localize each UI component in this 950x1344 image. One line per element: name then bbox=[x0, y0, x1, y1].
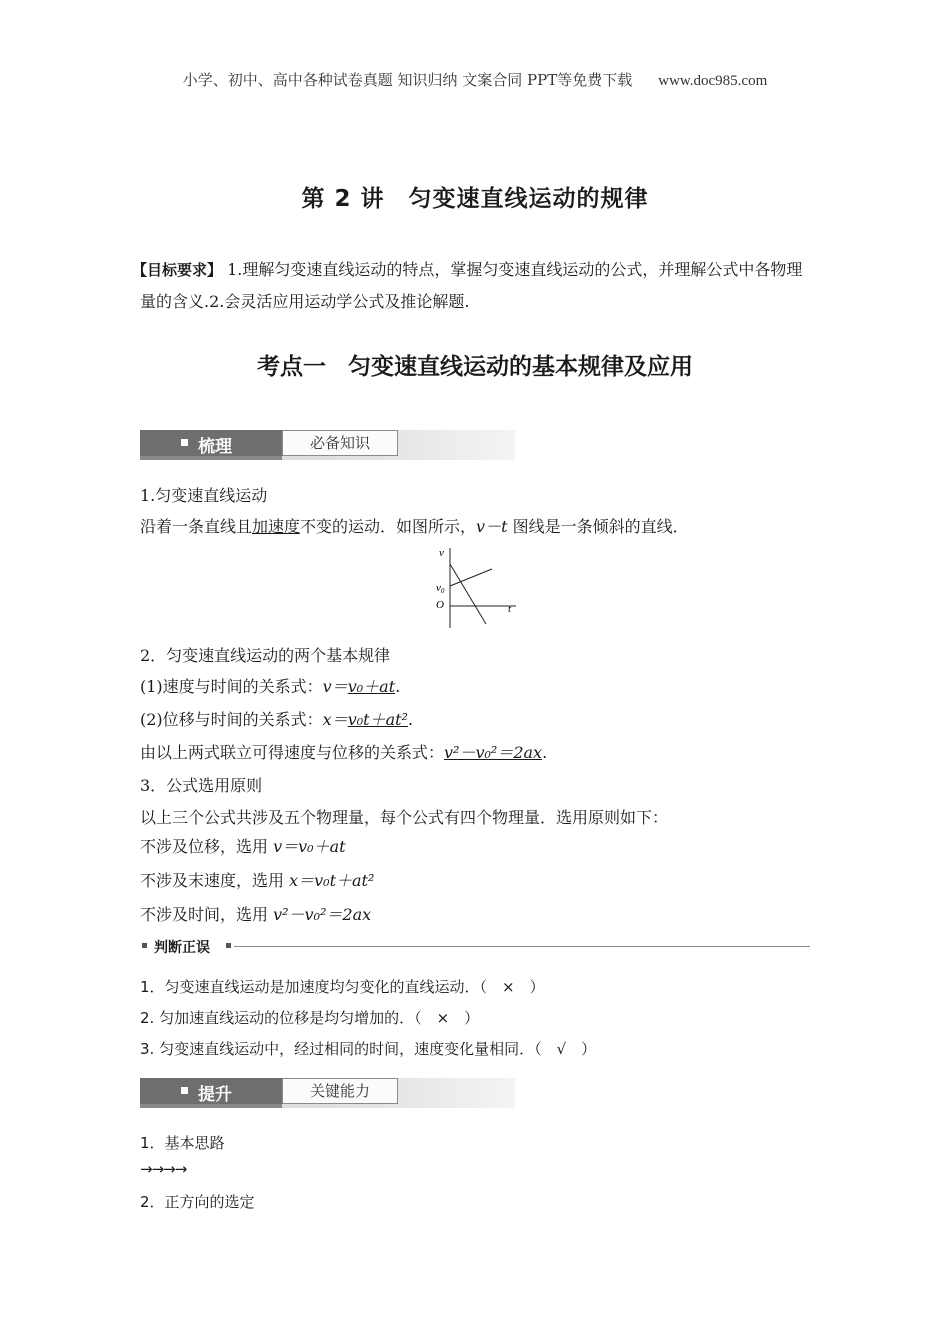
accelerating-line bbox=[450, 569, 492, 586]
p1-vt: v－t bbox=[476, 517, 508, 536]
p4-heading2: 2．正方向的选定 bbox=[140, 1193, 255, 1211]
judge-item: 2. 匀加速直线运动的位移是均匀增加的．（ × ） bbox=[140, 1009, 480, 1027]
p3-r3-formula: v²－v₀²＝2ax bbox=[273, 905, 372, 924]
p2-line1: (1)速度与时间的关系式：v＝v₀＋at. bbox=[140, 677, 401, 696]
p2-line3: 由以上两式联立可得速度与位移的关系式：v²－v₀²＝2ax. bbox=[140, 743, 548, 762]
page-header bbox=[0, 69, 950, 90]
p1-text-c: 图线是一条倾斜的直线． bbox=[507, 517, 689, 536]
decelerating-line bbox=[450, 564, 486, 624]
p3-r1-formula: v＝v₀＋at bbox=[273, 837, 346, 856]
band-light-label: 必备知识 bbox=[309, 434, 370, 452]
p1-text-a: 沿着一条直线且 bbox=[140, 517, 253, 536]
v0-label: v0 bbox=[436, 582, 445, 595]
p2-l3-answer: v²－v₀²＝2ax bbox=[444, 743, 543, 762]
p1-text-b: 不变的运动．如图所示， bbox=[300, 517, 477, 536]
vt-graph bbox=[430, 544, 525, 629]
goal-paragraph bbox=[132, 254, 812, 317]
p3-intro: 以上三个公式共涉及五个物理量，每个公式有四个物理量．选用原则如下： bbox=[140, 808, 669, 827]
judge-item: 1．匀变速直线运动是加速度均匀变化的直线运动．（ × ） bbox=[140, 978, 545, 996]
x-label: t bbox=[508, 603, 512, 615]
ability-band bbox=[140, 1078, 515, 1108]
section-title: 考点一 bbox=[257, 354, 326, 380]
p3-r2-formula: x＝v₀t＋at² bbox=[289, 871, 375, 890]
origin-label: O bbox=[436, 599, 444, 611]
p1-text bbox=[140, 514, 689, 537]
p3-r2-pre: 不涉及末速度，选用 bbox=[140, 871, 290, 890]
judge-item: 3. 匀变速直线运动中，经过相同的时间，速度变化量相同．（ √ ） bbox=[140, 1040, 597, 1058]
p2-line2: (2)位移与时间的关系式：x＝v₀t＋at². bbox=[140, 710, 414, 729]
square-bullet-icon bbox=[181, 439, 188, 446]
p2-l2-pre: (2)位移与时间的关系式： bbox=[140, 710, 323, 729]
p3-rule3 bbox=[140, 902, 371, 925]
p2-l1-pre: (1)速度与时间的关系式： bbox=[140, 677, 323, 696]
arrow-chain: →→→→ bbox=[140, 1160, 187, 1178]
header-site: www.doc985.com bbox=[658, 73, 768, 89]
p2-l2-lhs: x＝ bbox=[322, 710, 348, 729]
p3-rule1 bbox=[140, 834, 346, 857]
p3-rule2 bbox=[140, 868, 374, 891]
p3-heading: 3．公式选用原则 bbox=[140, 776, 263, 795]
p2-heading: 2．匀变速直线运动的两个基本规律 bbox=[140, 646, 391, 665]
band-light-label: 关键能力 bbox=[309, 1082, 370, 1100]
knowledge-band bbox=[140, 430, 515, 460]
header-text: 小学、初中、高中各种试卷真题 知识归纳 文案合同 PPT等免费下载 bbox=[182, 71, 633, 89]
p2-l3-pre: 由以上两式联立可得速度与位移的关系式： bbox=[140, 743, 445, 762]
goal-tag: 【目标要求】 bbox=[132, 261, 223, 279]
p1-heading: 1.匀变速直线运动 bbox=[140, 486, 268, 505]
judge-label: 判断正误 bbox=[154, 940, 210, 956]
square-bullet-icon bbox=[142, 943, 147, 948]
p2-l1-answer: v₀＋at bbox=[347, 677, 396, 696]
judge-heading bbox=[140, 938, 810, 954]
p3-r1-pre: 不涉及位移，选用 bbox=[140, 837, 274, 856]
band-dark-label: 梳理 bbox=[198, 437, 232, 457]
square-bullet-icon bbox=[181, 1087, 188, 1094]
p2-l2-answer: v₀t＋at² bbox=[347, 710, 408, 729]
goal-text: 1.理解匀变速直线运动的特点，掌握匀变速直线运动的公式，并理解公式中各物理量的含义.2.会灵活应用运动学公式及推论解题. bbox=[140, 260, 803, 311]
band-dark-label: 提升 bbox=[198, 1085, 232, 1105]
p3-r3-pre: 不涉及时间，选用 bbox=[140, 905, 274, 924]
p2-l1-lhs: v＝ bbox=[322, 677, 348, 696]
section-subtitle: 匀变速直线运动的基本规律及应用 bbox=[348, 354, 693, 380]
p1-blank: 加速度 bbox=[252, 517, 301, 536]
y-label: v bbox=[439, 547, 444, 559]
square-bullet-icon bbox=[226, 943, 231, 948]
divider bbox=[234, 946, 810, 947]
lecture-title: 第 2 讲 匀变速直线运动的规律 bbox=[301, 186, 649, 212]
section-heading bbox=[0, 348, 950, 381]
p4-heading: 1．基本思路 bbox=[140, 1134, 225, 1152]
